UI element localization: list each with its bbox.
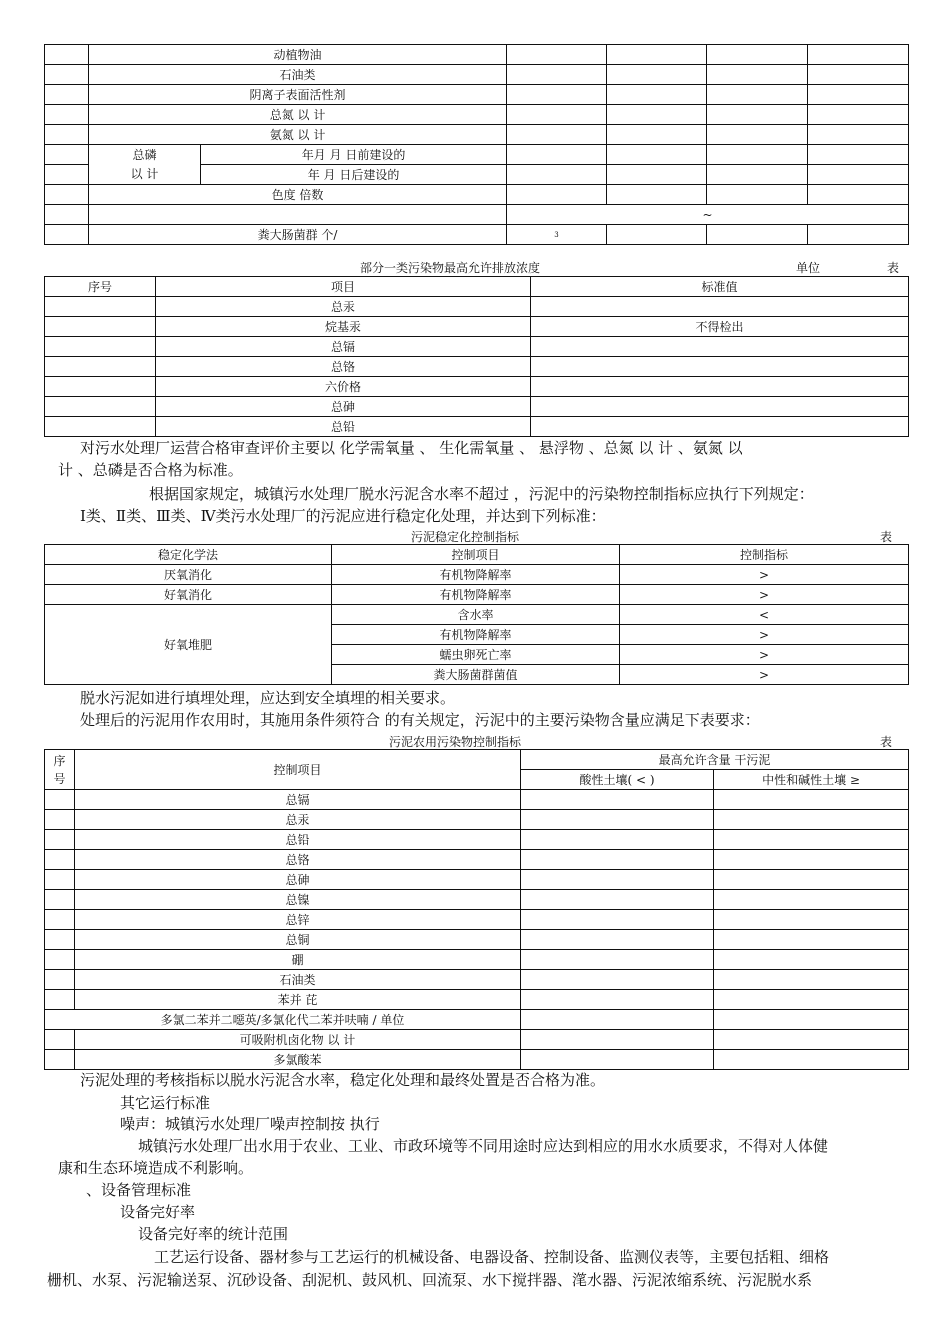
index-cell: > (620, 565, 909, 585)
tp-label: 总磷 (89, 145, 201, 165)
header-seq (45, 750, 75, 790)
table-row (45, 205, 909, 225)
item-cell: 苯并 芘 (75, 990, 521, 1010)
table-row (45, 1030, 909, 1050)
item-cell: 总砷 (75, 870, 521, 890)
paragraph-line: 脱水污泥如进行填埋处理，应达到安全填埋的相关要求。 (80, 689, 456, 707)
index-cell: < (620, 605, 909, 625)
item-cell: 总砷 (156, 397, 531, 417)
item-cell: 总镍 (75, 890, 521, 910)
item-cell: 有机物降解率 (332, 585, 620, 605)
method-cell: 好氧堆肥 (45, 605, 332, 685)
header-neutral: 中性和碱性土壤 ≥ (714, 770, 909, 790)
table-caption: 污泥稳定化控制指标 (411, 530, 520, 544)
tp-sub-cell: 年月 月 日前建设的 (201, 145, 507, 165)
item-cell: 六价格 (156, 377, 531, 397)
item-cell: 粪大肠菌群菌值 (332, 665, 620, 685)
table-row (45, 65, 909, 85)
item-cell: 氨氮 以 计 (89, 125, 507, 145)
paragraph-line: Ⅰ类、Ⅱ类、Ⅲ类、Ⅳ类污水处理厂的污泥应进行稳定化处理，并达到下列标准： (80, 507, 606, 525)
item-cell: 总氮 以 计 (89, 105, 507, 125)
table-row (45, 165, 909, 185)
table-row (45, 585, 909, 605)
item-cell: 含水率 (332, 605, 620, 625)
paragraph-line: 、设备管理标准 (86, 1181, 192, 1199)
table-row (45, 910, 909, 930)
table-row (45, 357, 909, 377)
table-row (45, 990, 909, 1010)
header-item: 项目 (156, 277, 531, 297)
item-cell: 动植物油 (89, 45, 507, 65)
header-standard: 标准值 (531, 277, 909, 297)
table-number-label: 表 (887, 261, 900, 275)
header-max: 最高允许含量 干污泥 (521, 750, 909, 770)
header-method: 稳定化学法 (45, 545, 332, 565)
tp-sub-cell: 年 月 日后建设的 (201, 165, 507, 185)
unit-label: 单位 (796, 261, 821, 275)
table-row (45, 185, 909, 205)
paragraph-line: 其它运行标准 (120, 1094, 211, 1112)
table-row (45, 45, 909, 65)
table-row (45, 790, 909, 810)
header-control-index: 控制指标 (620, 545, 909, 565)
table-number-label: 表 (880, 530, 893, 544)
item-cell: 阴离子表面活性剂 (89, 85, 507, 105)
item-cell: 多氯二苯并二噁英/多氯化代二苯并呋喃 / 单位 (45, 1010, 521, 1030)
table-row (45, 810, 909, 830)
paragraph-line: 处理后的污泥用作农用时，其施用条件须符合 的有关规定，污泥中的主要污染物含量应满足下表要求： (80, 711, 760, 729)
table-row (45, 605, 909, 625)
tilde-cell: ~ (507, 205, 909, 225)
table-row (45, 890, 909, 910)
paragraph-line: 计 、总磷是否合格为标准。 (58, 461, 243, 479)
table-row (45, 830, 909, 850)
item-cell: 总铜 (75, 930, 521, 950)
table-row (45, 1050, 909, 1070)
paragraph-line: 工艺运行设备、器材参与工艺运行的机械设备、电器设备、控制设备、监测仪表等，主要包括粗、细格 (154, 1248, 830, 1266)
table-row (45, 297, 909, 317)
item-cell: 总镉 (156, 337, 531, 357)
header-seq-1: 序 (53, 753, 66, 768)
item-cell: 粪大肠菌群 个/ (89, 225, 507, 245)
superscript-cell: 3 (507, 225, 607, 245)
paragraph-line: 根据国家规定，城镇污水处理厂脱水污泥含水率不超过 ，污泥中的污染物控制指标应执行下列规定： (149, 485, 814, 503)
item-cell: 总铬 (156, 357, 531, 377)
table-row (45, 145, 909, 165)
sludge-agricultural-table (44, 749, 909, 1070)
item-cell: 总锌 (75, 910, 521, 930)
index-cell: > (620, 585, 909, 605)
table-row (45, 317, 909, 337)
header-control-item: 控制项目 (332, 545, 620, 565)
table-header (45, 277, 909, 297)
tp-label: 以 计 (89, 165, 201, 185)
header-seq-2: 号 (53, 771, 66, 786)
table-caption: 部分一类污染物最高允许排放浓度 (360, 261, 541, 275)
paragraph-line: 城镇污水处理厂出水用于农业、工业、市政环境等不同用途时应达到相应的用水水质要求，不得对人体健 (138, 1137, 829, 1155)
item-cell: 可吸附机卤化物 以 计 (75, 1030, 521, 1050)
item-cell: 总汞 (75, 810, 521, 830)
table-row (45, 565, 909, 585)
table-header (45, 545, 909, 565)
item-cell: 多氯酸苯 (75, 1050, 521, 1070)
item-cell: 总铅 (75, 830, 521, 850)
header-item: 控制项目 (75, 750, 521, 790)
class1-pollutants-table (44, 276, 909, 437)
effluent-standards-table (44, 44, 909, 245)
item-cell: 有机物降解率 (332, 625, 620, 645)
paragraph-line: 对污水处理厂运营合格审查评价主要以 化学需氧量 、 生化需氧量 、 悬浮物 、总氮 以 计 、氨氮 以 (80, 439, 743, 457)
item-cell: 总镉 (75, 790, 521, 810)
value-cell: 不得检出 (531, 317, 909, 337)
item-cell: 总铬 (75, 850, 521, 870)
item-cell: 色度 倍数 (89, 185, 507, 205)
table-caption: 污泥农用污染物控制指标 (389, 735, 522, 749)
method-cell: 好氧消化 (45, 585, 332, 605)
item-cell: 总铅 (156, 417, 531, 437)
paragraph-line: 设备完好率 (120, 1203, 196, 1221)
index-cell: > (620, 625, 909, 645)
table-row (45, 870, 909, 890)
paragraph-line: 噪声：城镇污水处理厂噪声控制按 执行 (120, 1115, 380, 1133)
item-cell: 烷基汞 (156, 317, 531, 337)
table-row (45, 105, 909, 125)
index-cell: > (620, 645, 909, 665)
table-row (45, 1010, 909, 1030)
table-row (45, 930, 909, 950)
sludge-stabilization-table (44, 544, 909, 685)
item-cell: 石油类 (89, 65, 507, 85)
item-cell: 总汞 (156, 297, 531, 317)
paragraph-line: 设备完好率的统计范围 (138, 1225, 289, 1243)
table-row (45, 397, 909, 417)
method-cell: 厌氧消化 (45, 565, 332, 585)
table-row (45, 337, 909, 357)
item-cell: 有机物降解率 (332, 565, 620, 585)
table-row (45, 417, 909, 437)
table-row (45, 85, 909, 105)
table-row (45, 225, 909, 245)
paragraph-line: 康和生态环境造成不利影响。 (58, 1159, 254, 1177)
paragraph-line: 污泥处理的考核指标以脱水污泥含水率，稳定化处理和最终处置是否合格为准。 (80, 1071, 606, 1089)
header-seq: 序号 (45, 277, 156, 297)
table-row (45, 377, 909, 397)
item-cell: 石油类 (75, 970, 521, 990)
table-header (45, 750, 909, 770)
table-row (45, 850, 909, 870)
item-cell: 蠕虫卵死亡率 (332, 645, 620, 665)
header-acid: 酸性土壤( < ) (521, 770, 714, 790)
paragraph-line: 栅机、水泵、污泥输送泵、沉砂设备、刮泥机、鼓风机、回流泵、水下搅拌器、滗水器、污泥浓缩系统、污泥脱水系 (47, 1271, 813, 1289)
item-cell: 硼 (75, 950, 521, 970)
table-row (45, 950, 909, 970)
table-row (45, 970, 909, 990)
table-number-label: 表 (880, 735, 893, 749)
index-cell: > (620, 665, 909, 685)
table-row (45, 125, 909, 145)
